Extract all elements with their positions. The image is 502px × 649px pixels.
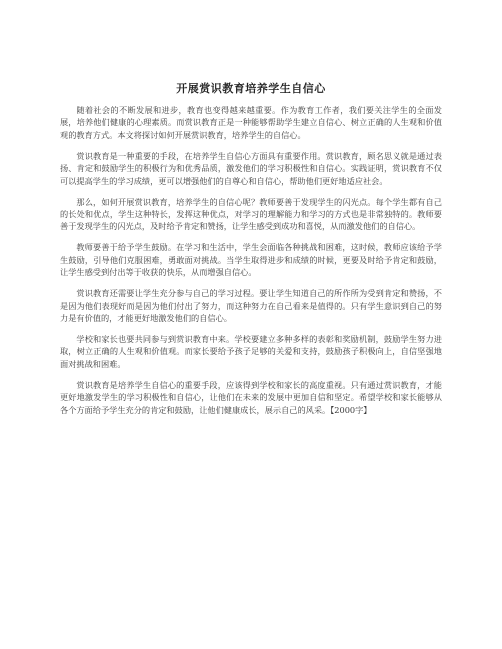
document-body: [60, 104, 442, 425]
paragraph-1: 随着社会的不断发展和进步，教育也变得越来越重要。作为教育工作者，我们要关注学生的全面发展，培养他们健康的心理素质。而赏识教育正是一种能够帮助学生建立自信心、树立正确的人生观和价值观的教育方式。本文将探讨如何开展赏识教育，培养学生的自信心。: [60, 105, 442, 140]
paragraph-2: 赏识教育是一种重要的手段，在培养学生自信心方面具有重要作用。赏识教育，顾名思义就是通过表扬、肯定和鼓励学生的积极行为和优秀品质，激发他们的学习积极性和自信心。实践证明，赏识教育不仅可以提高学生的学习成绩，更可以增强他们的自尊心和自信心，帮助他们更好地适应社会。: [60, 150, 442, 186]
document-title: 开展赏识教育培养学生自信心: [176, 82, 326, 95]
paragraph-4: 教师要善于给予学生鼓励。在学习和生活中，学生会面临各种挑战和困难，这时候，教师应该给予学生鼓励，引导他们克服困难，勇敢面对挑战。当学生取得进步和成绩的时候，更要及时给予肯定和鼓励，让学生感受到付出等于收获的快乐，从而增强自信心。: [60, 242, 442, 278]
paragraph-3: 那么，如何开展赏识教育，培养学生的自信心呢？教师要善于发现学生的闪光点。每个学生都有自己的长处和优点，学生这种特长，发挥这种优点，对学习的理解能力和学习的方式也是非常独特的。教师要善于发现学生的闪光点，及时给予肯定和赞扬，让学生感受到成功和喜悦，从而激发他们的自信心。: [60, 196, 442, 232]
paragraph-6: 学校和家长也要共同参与到赏识教育中来。学校要建立多种多样的表彰和奖励机制，鼓励学生努力进取，树立正确的人生观和价值观。而家长要给予孩子足够的关爱和支持，鼓励孩子积极向上，自信坚强地面对挑战和困难。: [60, 334, 442, 369]
paragraph-5: 赏识教育还需要让学生充分参与自己的学习过程。要让学生知道自己的所作所为受到肯定和赞扬，不是因为他们表现好而是因为他们付出了努力，而这种努力在自己看来是值得的。只有学生意识到自己的努力是有价值的，才能更好地激发他们的自信心。: [60, 288, 442, 324]
paragraph-7: 赏识教育是培养学生自信心的重要手段，应该得到学校和家长的高度重视。只有通过赏识教育，才能更好地激发学生的学习积极性和自信心，让他们在未来的发展中更加自信和坚定。希望学校和家长能够从各个方面给予学生充分的肯定和鼓励，让他们健康成长，展示自己的风采。【2000字】: [60, 379, 442, 415]
